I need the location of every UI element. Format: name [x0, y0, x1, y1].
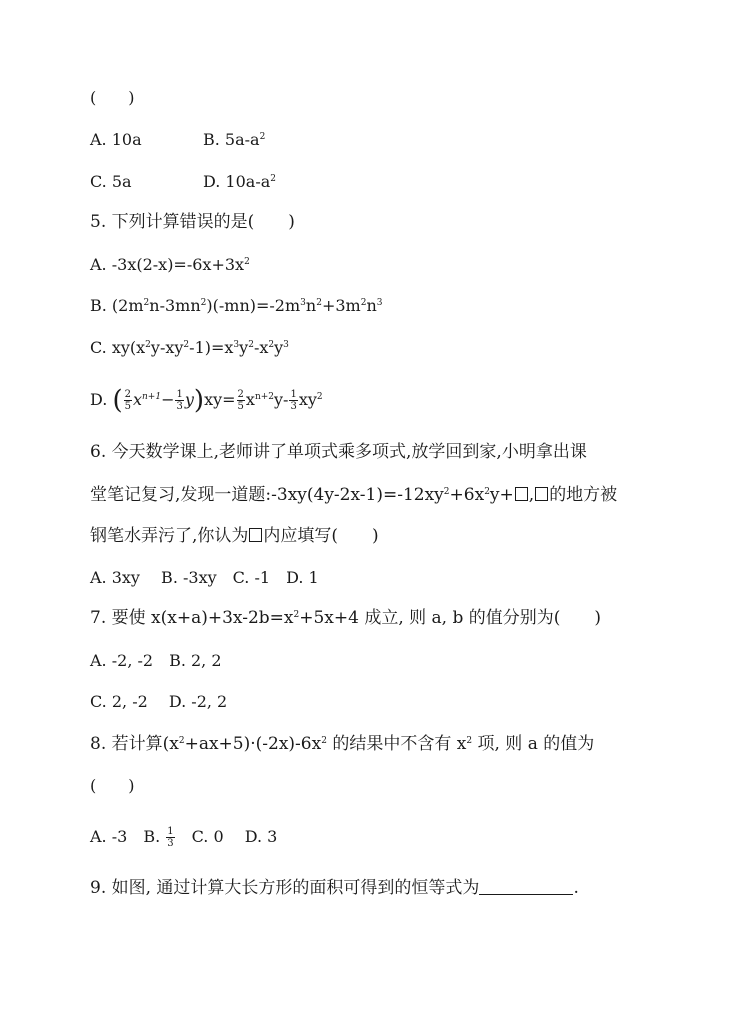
t: x	[245, 390, 255, 409]
q5-option-a	[90, 255, 250, 275]
sup: 3	[233, 340, 240, 350]
sup: 2	[484, 487, 490, 497]
sup: n+1	[142, 392, 162, 402]
q8-options	[90, 826, 277, 849]
blank-square-icon	[535, 487, 548, 501]
blank-square-icon	[515, 487, 528, 501]
q4-option-c: C. 5a	[90, 172, 132, 191]
den: 3	[176, 401, 183, 412]
sup: 3	[376, 298, 383, 308]
t: +3m	[321, 296, 361, 315]
sup: 2	[244, 257, 250, 267]
q5-option-d: D. ( $\frac{2}{5}$ $x^{n+1}-$ $\frac{1}{3}$ y)xy= $\frac{2}{5}$ $x^{n+2}y-$ $\frac{1}{3}$ $xy^2$	[90, 385, 323, 416]
paren-line: ( )	[90, 88, 135, 107]
fraction-one-third	[166, 826, 174, 849]
question-7	[90, 608, 601, 628]
t: -1)=x	[189, 338, 234, 357]
q4-b-text: B. 5a-a	[203, 130, 260, 149]
t: 8. 若计算(x	[90, 734, 179, 754]
sup: 2	[316, 298, 322, 308]
t: 9. 如图, 通过计算大长方形的面积可得到的恒等式为	[90, 878, 480, 898]
den: 3	[290, 401, 297, 412]
t: C. 0 D. 3	[175, 827, 278, 846]
sup: 2	[360, 298, 367, 308]
t: xy	[298, 390, 317, 409]
sup: 2	[466, 736, 473, 746]
q4-option-b	[203, 130, 265, 150]
t: +5x+4 成立, 则 a, b 的值分别为( )	[299, 608, 602, 628]
t: ,	[528, 485, 535, 505]
num: 2	[124, 389, 131, 400]
sup: 2	[443, 487, 450, 497]
t: 7. 要使 x(x+a)+3x-2b=x	[90, 608, 294, 628]
t: )(-mn)=-2m	[206, 296, 301, 315]
sup: 3	[283, 340, 289, 350]
q4-option-d	[203, 172, 276, 192]
var-x: x	[132, 390, 142, 409]
sup: 2	[145, 340, 151, 350]
t: 的结果中不含有 x	[326, 734, 467, 754]
question-6-line-3	[90, 526, 379, 546]
sup: 2	[183, 340, 190, 350]
q7-options-2: C. 2, -2 D. -2, 2	[90, 692, 228, 711]
t: 项, 则 a 的值为	[472, 734, 595, 754]
num: 1	[176, 389, 183, 400]
t: y	[274, 338, 284, 357]
question-9	[90, 878, 579, 898]
t: y	[239, 338, 249, 357]
q4-option-a: A. 10a	[90, 130, 142, 149]
t: A. -3 B.	[90, 827, 166, 846]
t: xy=	[204, 390, 236, 409]
sup: 2	[200, 298, 207, 308]
t: C. xy(x	[90, 338, 146, 357]
q7-options-1: A. -2, -2 B. 2, 2	[90, 651, 222, 670]
fraction-one-third	[289, 389, 297, 412]
q6-options: A. 3xy B. -3xy C. -1 D. 1	[90, 568, 319, 587]
t: n-3mn	[149, 296, 201, 315]
t: B. (2m	[90, 296, 144, 315]
sup: 2	[270, 174, 277, 184]
t: .	[573, 878, 579, 898]
t: n	[366, 296, 377, 315]
sup: 2	[248, 340, 254, 350]
t: 内应填写( )	[263, 526, 379, 546]
answer-blank[interactable]	[479, 878, 573, 895]
t: D.	[90, 390, 113, 409]
t: +ax+5)·(-2x)-6x	[184, 734, 322, 754]
q5-option-b	[90, 296, 382, 316]
fraction-one-third	[175, 389, 183, 412]
t: y-xy	[150, 338, 184, 357]
t: y-	[274, 390, 289, 409]
t: n	[305, 296, 317, 315]
q5-option-c	[90, 338, 289, 358]
right-paren: )	[193, 385, 205, 416]
blank-square-icon	[249, 528, 262, 542]
t: +6x	[449, 485, 485, 505]
q5a-text: A. -3x(2-x)=-6x+3x	[90, 255, 245, 274]
left-paren: (	[112, 385, 123, 416]
q4-d-text: D. 10a-a	[203, 172, 271, 191]
question-6-line-1: 6. 今天数学课上,老师讲了单项式乘多项式,放学回到家,小明拿出课	[90, 442, 587, 462]
num: 2	[237, 389, 244, 400]
t: -x	[253, 338, 269, 357]
question-5: 5. 下列计算错误的是( )	[90, 212, 295, 232]
var-y: y	[184, 390, 194, 409]
fraction-two-fifths	[124, 389, 132, 412]
question-8-line-2: ( )	[90, 776, 135, 795]
sup: 2	[293, 610, 300, 620]
num: 1	[167, 826, 174, 837]
sup: n+2	[254, 392, 275, 402]
sup: 2	[259, 132, 266, 142]
t: 堂笔记复习,发现一道题:-3xy(4y-2x-1)=-12xy	[90, 485, 444, 505]
den: 5	[237, 401, 244, 412]
t: 钢笔水弄污了,你认为	[90, 526, 249, 546]
fraction-two-fifths	[237, 389, 245, 412]
sup: 2	[178, 736, 185, 746]
sup: 3	[300, 298, 306, 308]
den: 3	[167, 838, 174, 849]
num: 1	[290, 389, 297, 400]
t: y+	[489, 485, 514, 505]
sup: 2	[321, 736, 327, 746]
question-8-line-1	[90, 734, 594, 754]
den: 5	[124, 401, 131, 412]
sup: 2	[268, 340, 275, 350]
sup: 2	[316, 392, 323, 402]
sup: 2	[143, 298, 150, 308]
t: 的地方被	[549, 485, 618, 505]
question-6-line-2	[90, 485, 617, 505]
